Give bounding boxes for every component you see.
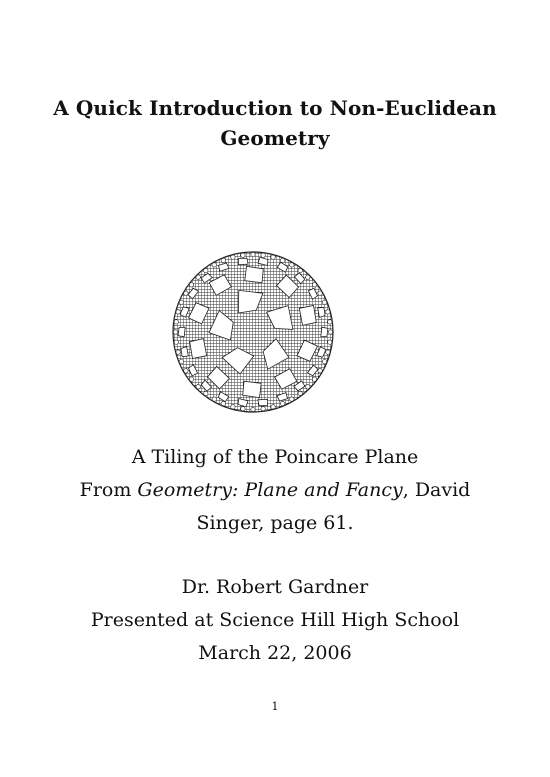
author-name: Dr. Robert Gardner bbox=[181, 576, 369, 598]
caption-line-3: Singer, page 61. bbox=[196, 512, 354, 534]
white-tile bbox=[243, 381, 262, 398]
white-tile bbox=[178, 327, 185, 337]
title-line-2: Geometry bbox=[220, 126, 330, 150]
white-tile bbox=[181, 347, 188, 357]
rim-tile bbox=[174, 320, 178, 324]
rim-tile bbox=[261, 253, 265, 257]
white-tile bbox=[321, 327, 328, 337]
figure-caption bbox=[0, 441, 550, 540]
white-tile bbox=[258, 399, 268, 405]
rim-tile bbox=[173, 330, 177, 334]
white-tile bbox=[238, 258, 248, 264]
rim-tile bbox=[174, 340, 178, 344]
page-number: 1 bbox=[271, 700, 279, 713]
title-line-1: A Quick Introduction to Non-Euclidean bbox=[53, 96, 497, 120]
document-title bbox=[0, 93, 550, 153]
caption-suffix: , David bbox=[402, 479, 471, 501]
tiling-group bbox=[173, 252, 333, 412]
white-tile bbox=[318, 307, 325, 317]
white-tile bbox=[245, 266, 263, 283]
rim-tile bbox=[241, 253, 245, 257]
caption-line-1: A Tiling of the Poincare Plane bbox=[131, 446, 419, 468]
rim-tile bbox=[251, 407, 255, 411]
rim-tile bbox=[251, 252, 255, 256]
rim-tile bbox=[261, 407, 265, 411]
rim-tile bbox=[241, 407, 245, 411]
white-tile bbox=[190, 339, 207, 359]
poincare-disk-tiling-figure bbox=[171, 250, 335, 414]
caption-prefix: From bbox=[79, 479, 138, 501]
rim-tile bbox=[328, 330, 332, 334]
author-block bbox=[0, 571, 550, 670]
presentation-venue: Presented at Science Hill High School bbox=[90, 609, 460, 631]
presentation-date: March 22, 2006 bbox=[198, 642, 352, 664]
caption-book-title: Geometry: Plane and Fancy bbox=[137, 479, 403, 501]
rim-tile bbox=[328, 320, 332, 324]
rim-tile bbox=[328, 340, 332, 344]
caption-line-2 bbox=[0, 474, 550, 507]
white-tile bbox=[299, 306, 316, 326]
